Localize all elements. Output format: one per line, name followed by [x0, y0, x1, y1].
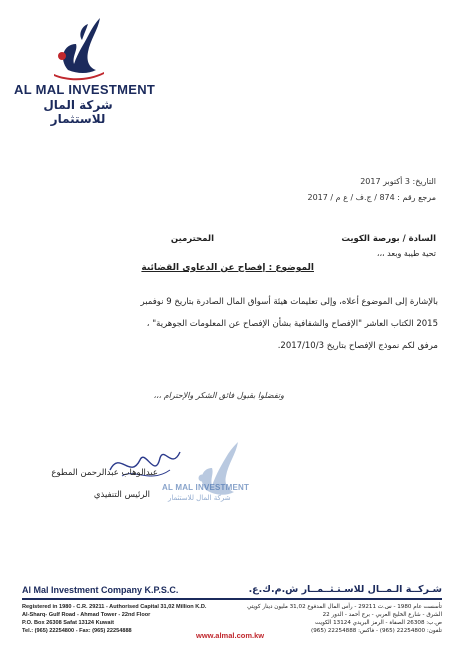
body-line-2: 2015 الكتاب العاشر "الإفصاح والشفافية بشأن الإفصاح عن المعلومات الجوهرية" ، [146, 319, 438, 329]
signatory-name: عبدالوهاب عبدالرحمن المطوع [51, 468, 158, 478]
footer-company-en: Al Mal Investment Company K.P.S.C. [22, 585, 179, 595]
footer-en-line-4: Tel.: (965) 22254800 - Fax: (965) 22254888 [22, 628, 132, 634]
brand-name-ar: شركة المال للاستثمار [43, 98, 113, 126]
footer-en-line-1: Registered in 1980 - C.R. 29211 - Authorised Capital 31,02 Million K.D. [22, 604, 207, 610]
body-line-1: بالإشارة إلى الموضوع أعلاه، وإلى تعليمات هيئة أسواق المال الصادرة بتاريخ 9 نوفمبر [140, 297, 438, 307]
greeting: تحية طيبة وبعد ،،، [376, 249, 436, 258]
footer-ar-line-1: تأسست عام 1980 - س.ت 29211 - رأس المال المدفوع 31,02 مليون دينار كويتي [247, 604, 442, 610]
footer-ar-line-3: ص.ب: 26308 الصفاة - الرمز البريدي 13124 الكويت [315, 620, 442, 626]
honorific: المحترمين [170, 234, 214, 244]
letter-subject: الموضوع : إفصاح عن الدعاوى القضائية [141, 263, 314, 273]
stamp-text-ar: شركة المال للاستثمار [168, 494, 231, 502]
footer-company-ar: شـركــة الـمــال للاسـتـثــمــار ش.م.ك.ع. [248, 584, 442, 595]
body-line-3: مرفق لكم نموذج الإفصاح بتاريخ 2017/10/3. [277, 341, 438, 351]
letter-date: التاريخ: 3 أكتوبر 2017 [360, 177, 436, 186]
footer-en-line-3: P.O. Box 26308 Safat 13124 Kuwait [22, 620, 114, 626]
addressee: السادة / بورصة الكويت [341, 234, 436, 244]
company-logo [48, 14, 108, 82]
stamp-text-en: AL MAL INVESTMENT [162, 483, 250, 492]
closing-phrase: وتفضلوا بقبول فائق الشكر والإحترام ،،، [153, 391, 284, 400]
company-website-link[interactable]: www.almal.com.kw [196, 631, 265, 640]
footer-en-line-2: Al-Sharq- Gulf Road - Ahmad Tower - 22nd Floor [22, 612, 151, 618]
brand-name-en: AL MAL INVESTMENT [14, 82, 156, 97]
footer-ar-line-4: تلفون: 22254800 (965) - فاكس: 22254888 (965) [311, 628, 442, 634]
footer-ar-line-2: الشرق - شارع الخليج العربي - برج أحمد - الدور 22 [322, 612, 442, 618]
signatory-title: الرئيس التنفيذي [93, 490, 150, 500]
footer-divider [22, 598, 442, 600]
reference-number: مرجع رقم : 874 / ج.ف / ع م / 2017 [307, 193, 436, 202]
handwritten-signature [100, 440, 190, 490]
